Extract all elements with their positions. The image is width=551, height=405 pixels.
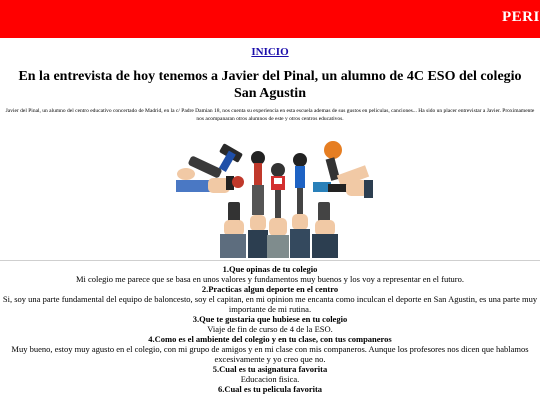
question-5: 5.Cual es tu asignatura favorita	[212, 364, 328, 374]
question-1: 1.Que opinas de tu colegio	[222, 264, 318, 274]
microphone-icon	[267, 163, 289, 258]
microphone-icon	[177, 143, 243, 180]
phone-icon	[220, 202, 246, 258]
section-divider	[0, 260, 540, 261]
answer-2: Si, soy una parte fundamental del equipo de baloncesto, soy el capitan, en mi opinion me encanta como inculcan el deporte en San Agustin, es una parte muy importante de mi rutina.	[2, 294, 538, 314]
article-intro: Javier del Pinal, un alumno del centro educativo concertado de Madrid, en la c/ Padre Damian 18, nos cuenta su experiencia en esta escuela ademas de sus gustos en peliculas, canciones... Ha sido un placer entrevistar a Javier. Proximamente nos acompanaran otros alumnos de este y otros centros educativos.	[5, 108, 535, 122]
answer-5: Educacion fisica.	[240, 374, 300, 384]
header-banner	[0, 0, 551, 38]
microphone-icon	[248, 151, 268, 258]
answer-3: Viaje de fin de curso de 4 de la ESO.	[207, 324, 333, 334]
press-microphones-image	[168, 130, 373, 258]
answer-4: Muy bueno, estoy muy agusto en el colegio, con mi grupo de amigos y en mi clase con mis companeros. Aunque los profesores nos dicen que hablamos excesivamente y yo creo que no.	[11, 344, 529, 364]
article-headline: En la entrevista de hoy tenemos a Javier del Pinal, un alumno de 4C ESO del colegio San Agustin	[18, 69, 522, 101]
question-6: 6.Cual es tu pelicula favorita	[217, 384, 323, 394]
site-title: PERIC	[502, 9, 551, 25]
question-4: 4.Como es el ambiente del colegio y en tu clase, con tus companeros	[148, 334, 392, 344]
microphone-icon	[324, 141, 369, 187]
phone-icon	[312, 202, 338, 258]
microphones-illustration	[168, 130, 373, 258]
answer-1: Mi colegio me parece que se basa en unos valores y fundamentos muy buenos y los voy a representar en el futuro.	[75, 274, 465, 284]
question-3: 3.Que te gustaria que hubiese en tu colegio	[192, 314, 348, 324]
nav-link-inicio[interactable]: INICIO	[251, 46, 289, 58]
microphone-icon	[290, 153, 310, 258]
nav-bar	[0, 46, 540, 58]
question-2: 2.Practicas algun deporte en el centro	[201, 284, 339, 294]
interview-qa	[0, 264, 540, 394]
